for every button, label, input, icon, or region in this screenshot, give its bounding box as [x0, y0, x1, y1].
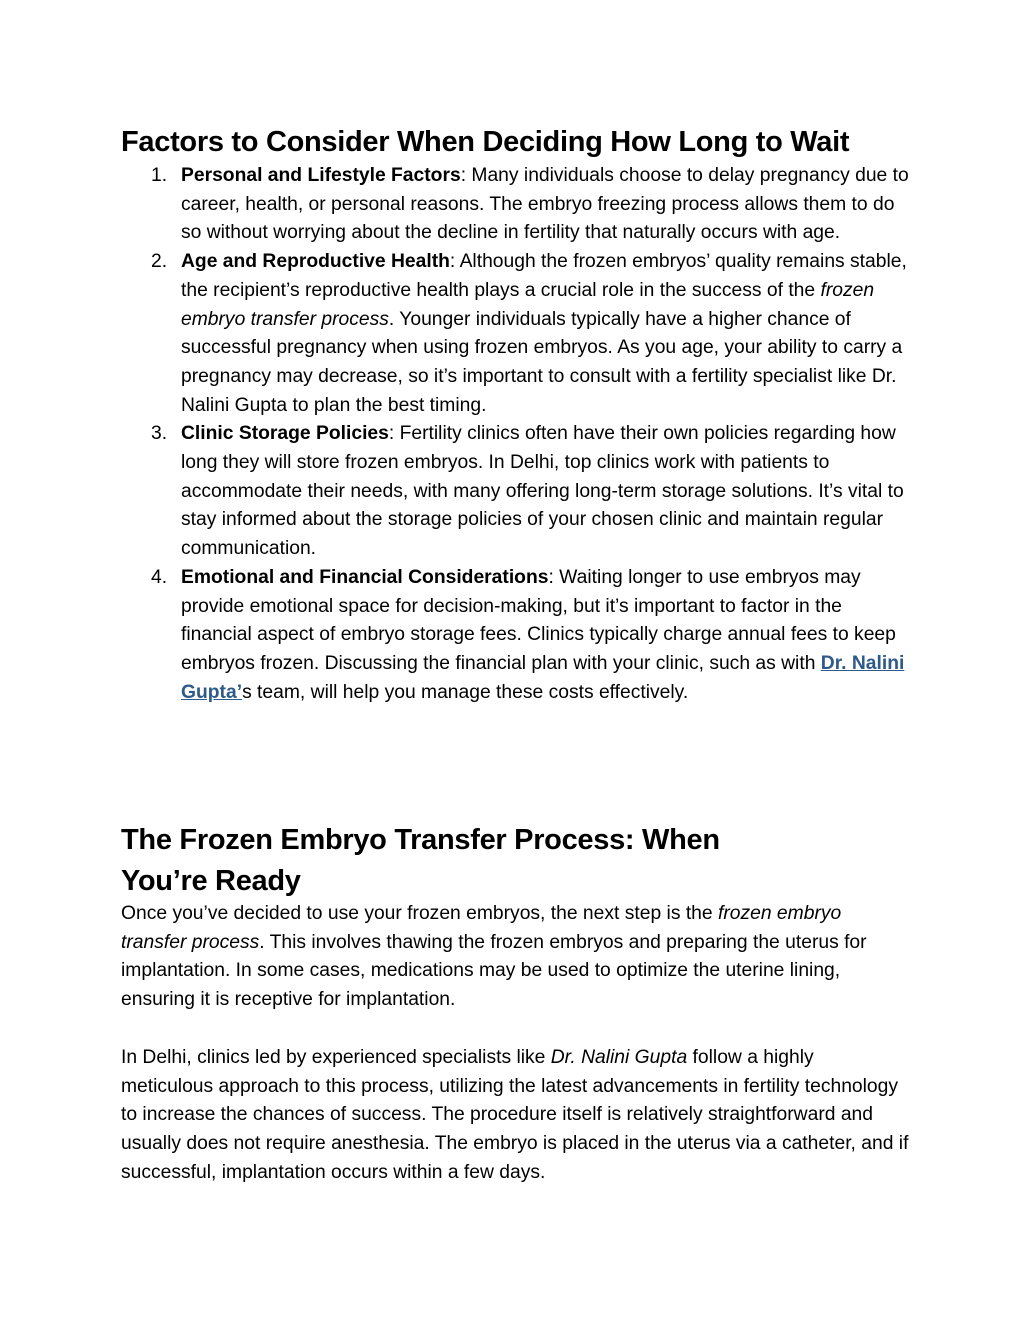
factor-text: : Although the frozen embryos’ quality remains stable, the recipient’s reproductive health plays a crucial role in the success of the	[181, 251, 907, 301]
factor-text: : Waiting longer to use embryos may provide emotional space for decision-making, but it’s important to factor in the financial aspect of embryo storage fees. Clinics typically charge annual fees to keep embryos frozen. Discussing the financial plan with your clinic, such as with	[181, 566, 896, 674]
list-item	[121, 162, 911, 248]
factor-term: Personal and Lifestyle Factors	[181, 165, 461, 186]
list-number: 2.	[151, 251, 168, 273]
paragraph-text: Once you’ve decided to use your frozen embryos, the next step is the	[121, 903, 718, 924]
list-item	[121, 420, 911, 564]
factor-term: Clinic Storage Policies	[181, 423, 389, 445]
factor-text: : Fertility clinics often have their own policies regarding how long they will store frozen embryos. In Delhi, top clinics work with patients to accommodate their needs, with many offering long-term storage solutions. It’s vital to stay informed about the storage policies of your chosen clinic and maintain regular communication.	[181, 423, 904, 560]
factor-term: Emotional and Financial Considerations	[181, 566, 549, 588]
paragraph-text: In Delhi, clinics led by experienced specialists like	[121, 1047, 551, 1068]
heading-transfer-process: The Frozen Embryo Transfer Process: When You’re Ready	[121, 824, 720, 897]
paragraph-emphasis: Dr. Nalini Gupta	[550, 1047, 688, 1068]
list-item	[121, 564, 911, 708]
dr-nalini-gupta-link[interactable]: Dr. Nalini Gupta’	[181, 652, 905, 703]
heading-factors: Factors to Consider When Deciding How Long to Wait	[121, 126, 850, 158]
factor-text: . Younger individuals typically have a higher chance of successful pregnancy when using frozen embryos. As you age, your ability to carry a pregnancy may decrease, so it’s important to consult with a fertility specialist like Dr. Nalini Gupta to plan the best timing.	[181, 308, 903, 416]
factor-text: s team, will help you manage these costs effectively.	[242, 681, 689, 703]
paragraph-delhi-clinics	[121, 1044, 911, 1188]
paragraph-text: . This involves thawing the frozen embryos and preparing the uterus for implantation. In some cases, medications may be used to optimize the uterine lining, ensuring it is receptive for implantation.	[121, 931, 867, 1011]
paragraph-text: follow a highly meticulous approach to this process, utilizing the latest advancements in fertility technology to increase the chances of success. The procedure itself is relatively straightforward and usually does not require anesthesia. The embryo is placed in the uterus via a catheter, and if successful, implantation occurs within a few days.	[121, 1047, 909, 1183]
list-number: 1.	[151, 165, 168, 186]
factor-text: : Many individuals choose to delay pregnancy due to career, health, or personal reasons. The embryo freezing process allows them to do so without worrying about the decline in fertility that naturally occurs with age.	[181, 165, 909, 244]
paragraph-emphasis: frozen embryo transfer process	[121, 903, 842, 953]
factor-emphasis: frozen embryo transfer process	[181, 279, 875, 330]
factor-term: Age and Reproductive Health	[181, 251, 450, 273]
list-item	[121, 248, 911, 420]
list-number: 3.	[151, 423, 168, 445]
factors-list	[121, 162, 911, 707]
list-number: 4.	[151, 566, 168, 588]
paragraph-transfer-intro	[121, 900, 911, 1015]
